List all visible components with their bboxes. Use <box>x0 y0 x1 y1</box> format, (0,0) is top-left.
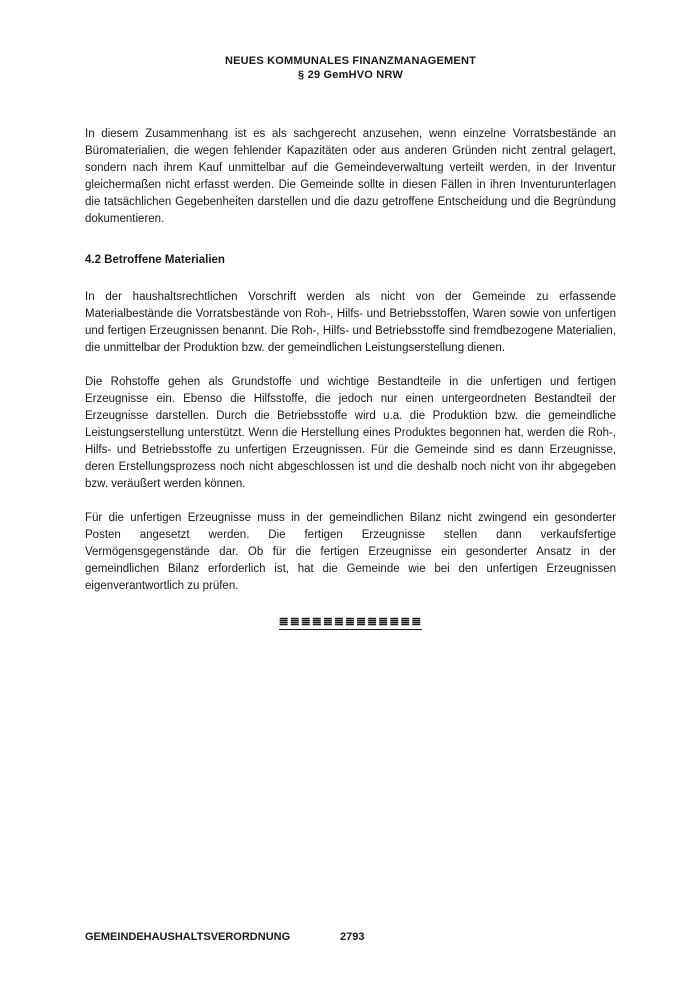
header-subtitle: § 29 GemHVO NRW <box>298 69 403 81</box>
paragraph-3: Die Rohstoffe gehen als Grundstoffe und wichtige Bestandteile in die unfertigen und fertigen Erzeugnisse ein. Ebenso die Hilfsstoffe, die jedoch nur einen untergeordneten Bestandteil der Erzeugnisse darstellen. Durch die Betriebsstoffe wird u.a. die Produktion bzw. die gemeindliche Leistungserstellung unterstützt. Wenn die Herstellung eines Produktes begonnen hat, werden die Roh-, Hilfs- und Betriebsstoffe zu unfertigen Erzeugnissen. Für die Gemeinde sind es dann Erzeugnisse, deren Erstellungsprozess noch nicht abgeschlossen ist und die deshalb noch nicht von ihr abgegeben bzw. veräußert werden können. <box>85 376 616 490</box>
paragraph-2: In der haushaltsrechtlichen Vorschrift werden als nicht von der Gemeinde zu erfassende Materialbestände die Vorratsbestände von Roh-, Hilfs- und Betriebsstoffen, Waren sowie von unfertigen und fertigen Erzeugnissen benannt. Die Roh-, Hilfs- und Betriebsstoffe sind fremdbezogene Materialien, die unmittelbar der Produktion bzw. der gemeindlichen Leistungserstellung dienen. <box>85 291 616 354</box>
document-footer <box>85 931 616 945</box>
separator-glyphs: ≣≣≣≣≣≣≣≣≣≣≣≣≣ <box>278 614 423 628</box>
footer-title: GEMEINDEHAUSHALTSVERORDNUNG <box>85 931 291 943</box>
section-separator <box>85 612 616 630</box>
section-heading-4-2: 4.2 Betroffene Materialien <box>85 254 225 266</box>
paragraph-4: Für die unfertigen Erzeugnisse muss in der gemeindlichen Bilanz nicht zwingend ein gesonderter Posten angesetzt werden. Die fertigen Erzeugnisse stellen dann verkaufsfertige Vermögensgegenstände dar. Ob für die fertigen Erzeugnisse ein gesonderter Ansatz in der gemeindlichen Bilanz erforderlich ist, hat die Gemeinde wie bei den unfertigen Erzeugnissen eigenverantwortlich zu prüfen. <box>85 512 616 592</box>
document-content <box>85 54 616 630</box>
header-title: NEUES KOMMUNALES FINANZMANAGEMENT <box>224 55 477 67</box>
document-header <box>85 54 616 82</box>
footer-page-number: 2793 <box>340 931 365 943</box>
paragraph-1: In diesem Zusammenhang ist es als sachgerecht anzusehen, wenn einzelne Vorratsbestände an Büromaterialien, die wegen fehlender Kapazitäten oder aus anderen Gründen nicht zentral gelagert, sondern nach ihrem Kauf unmittelbar auf die Gemeindeverwaltung verteilt werden, in der Inventur gleichermaßen nicht erfasst werden. Die Gemeinde sollte in diesen Fällen in ihren Inventurunterlagen die tatsächlichen Gegebenheiten darstellen und die dazu getroffene Entscheidung und die Begründung dokumentieren. <box>85 128 616 225</box>
